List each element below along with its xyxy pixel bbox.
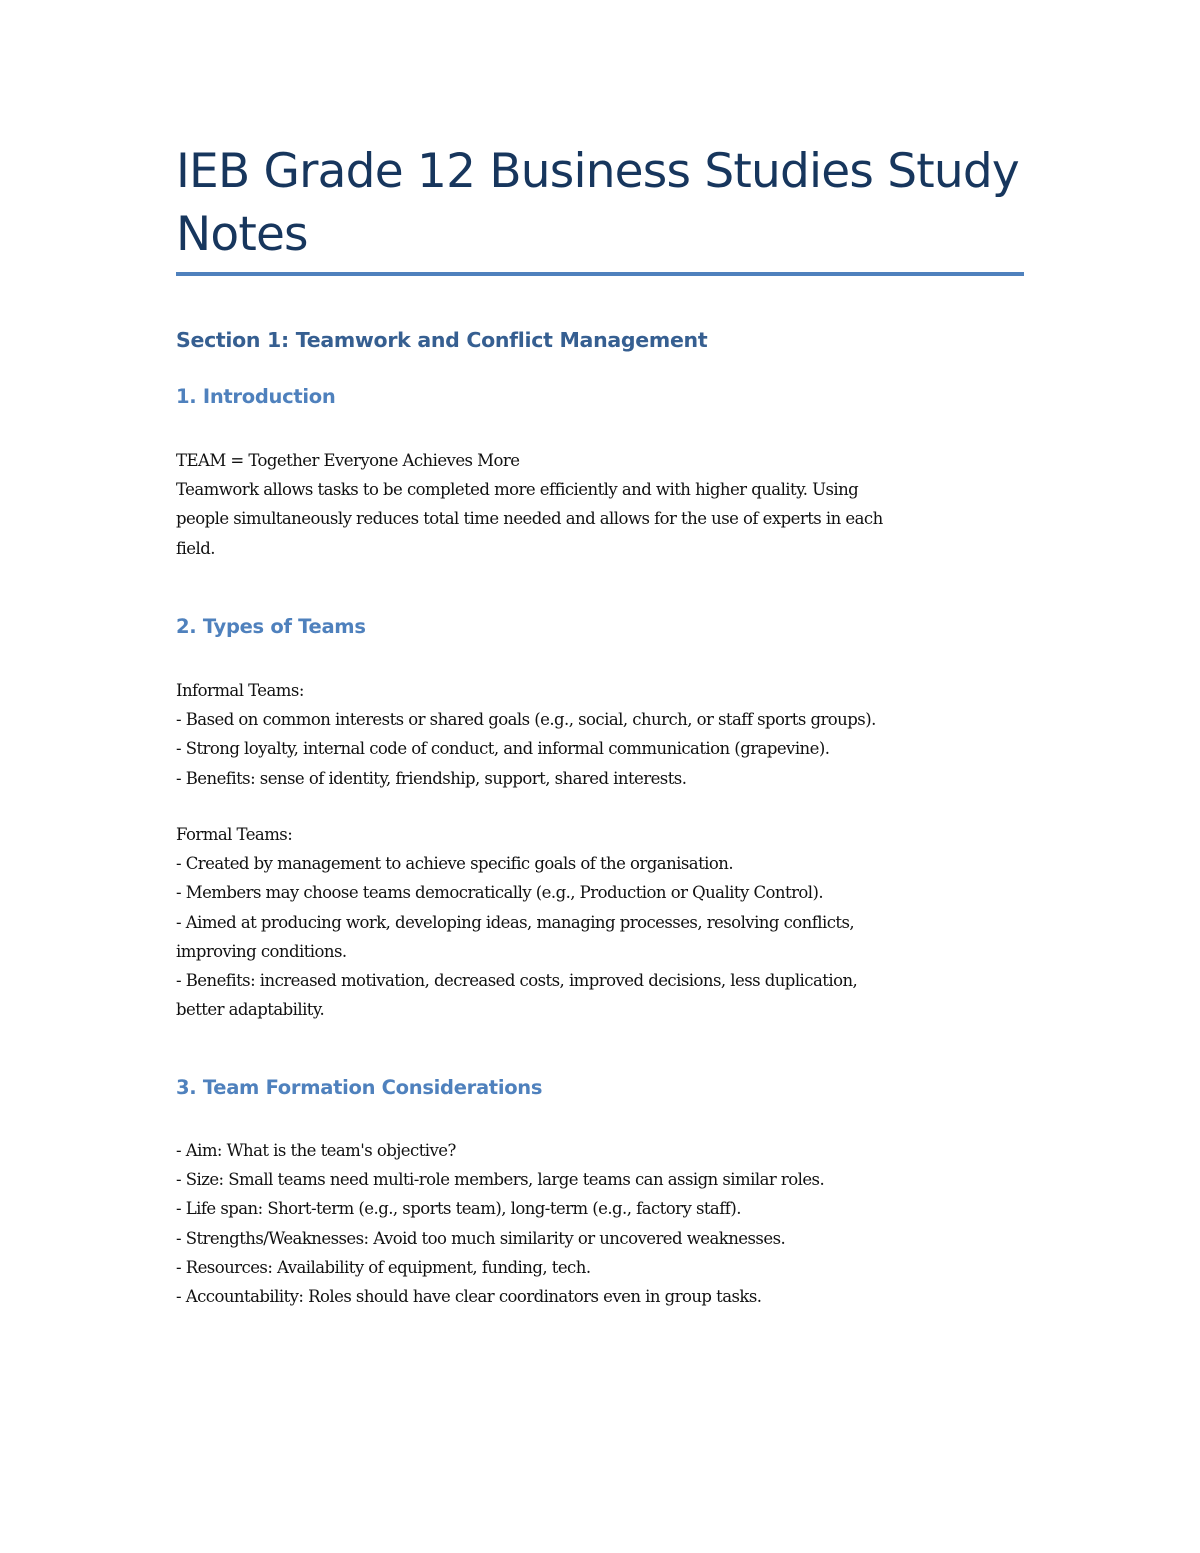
list-item: - Aim: What is the team's objective? [176, 1141, 456, 1160]
title-line-2: Notes [176, 207, 308, 262]
list-item: - Benefits: increased motivation, decreased costs, improved decisions, less duplication, [176, 971, 858, 991]
section-heading: Section 1: Teamwork and Conflict Management [176, 328, 708, 352]
informal-teams-body [176, 676, 1026, 793]
list-item: - Life span: Short-term (e.g., sports team), long-term (e.g., factory staff). [176, 1199, 741, 1219]
paragraph-line: Teamwork allows tasks to be completed more efficiently and with higher quality. Using [176, 480, 859, 500]
introduction-heading: 1. Introduction [176, 385, 336, 408]
title-underline-rule [176, 272, 1024, 276]
title-line-1: IEB Grade 12 Business Studies Study [176, 144, 1019, 199]
document-page [176, 0, 1026, 1553]
paragraph-line: people simultaneously reduces total time needed and allows for the use of experts in each [176, 509, 883, 529]
list-item: - Members may choose teams democratically (e.g., Production or Quality Control). [176, 883, 824, 903]
team-formation-body [176, 1136, 1026, 1311]
document-title [176, 140, 1026, 266]
list-item-continuation: better adaptability. [176, 1000, 325, 1020]
formal-teams-body [176, 820, 1026, 1024]
team-formation-heading: 3. Team Formation Considerations [176, 1076, 543, 1099]
list-item: - Resources: Availability of equipment, funding, tech. [176, 1257, 591, 1277]
list-item: - Aimed at producing work, developing ideas, managing processes, resolving conflicts, [176, 912, 855, 932]
paragraph-line: field. [176, 538, 215, 558]
list-item: - Strengths/Weaknesses: Avoid too much similarity or uncovered weaknesses. [176, 1228, 786, 1248]
formal-teams-label: Formal Teams: [176, 825, 293, 844]
list-item: - Accountability: Roles should have clear coordinators even in group tasks. [176, 1287, 762, 1307]
list-item-continuation: improving conditions. [176, 941, 347, 961]
paragraph-line: TEAM = Together Everyone Achieves More [176, 451, 520, 470]
informal-teams-label: Informal Teams: [176, 681, 304, 700]
list-item: - Size: Small teams need multi-role members, large teams can assign similar roles. [176, 1170, 825, 1190]
list-item: - Based on common interests or shared goals (e.g., social, church, or staff sports groups). [176, 710, 876, 730]
list-item: - Strong loyalty, internal code of conduct, and informal communication (grapevine). [176, 739, 830, 759]
types-of-teams-heading: 2. Types of Teams [176, 615, 366, 638]
list-item: - Benefits: sense of identity, friendship, support, shared interests. [176, 768, 687, 788]
introduction-body [176, 446, 1026, 563]
list-item: - Created by management to achieve specific goals of the organisation. [176, 854, 734, 874]
